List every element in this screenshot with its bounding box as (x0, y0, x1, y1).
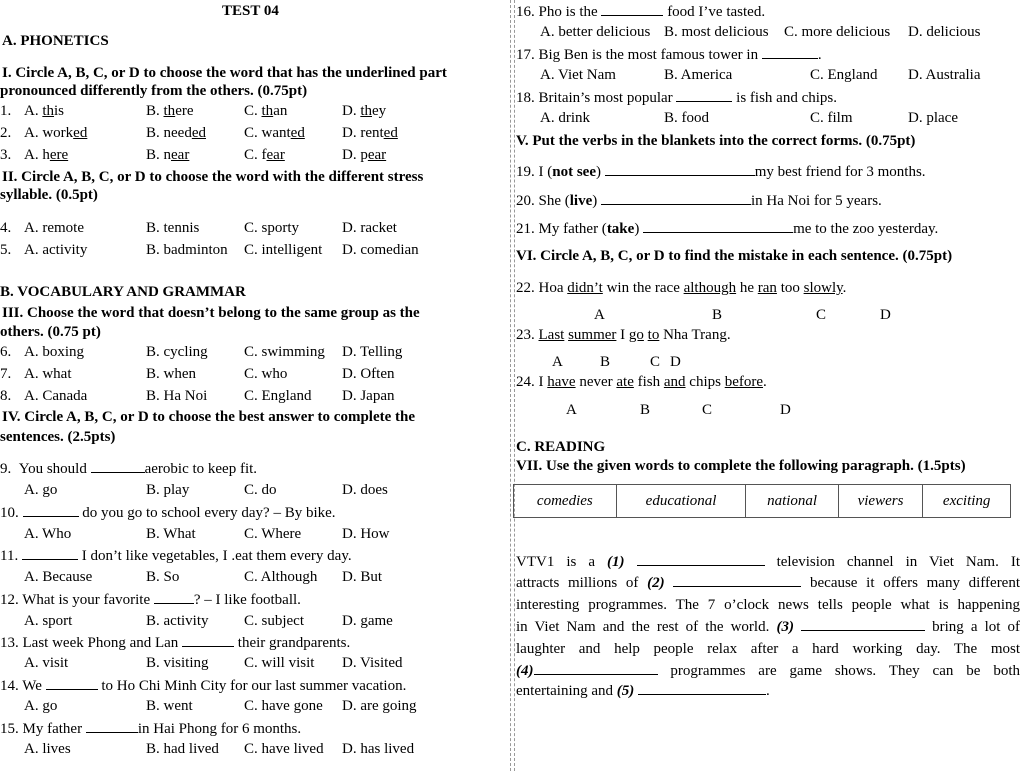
option-a[interactable]: A. remote (24, 220, 84, 236)
mistake-label-b[interactable]: B (712, 307, 723, 323)
option-c[interactable]: C. will visit (244, 655, 315, 671)
part6-instruction: VI. Circle A, B, C, or D to find the mistake in each sentence. (0.75pt) (516, 248, 953, 264)
answer-blank[interactable] (534, 661, 658, 675)
question-stem: 16. Pho is the food I’ve tasted. (516, 4, 766, 20)
mistake-label-b[interactable]: B (640, 402, 651, 418)
answer-blank[interactable] (154, 590, 194, 604)
test-title: TEST 04 (222, 3, 279, 19)
option-a[interactable]: A. visit (24, 655, 69, 671)
option-b[interactable]: B. cycling (146, 344, 208, 360)
option-d[interactable]: D. has lived (342, 741, 415, 757)
option-a[interactable]: A. lives (24, 741, 71, 757)
option-d[interactable]: D. rented (342, 125, 398, 141)
mistake-label-c[interactable]: C (650, 354, 661, 370)
option-c[interactable]: C. intelligent (244, 242, 323, 258)
option-c[interactable]: C. do (244, 482, 277, 498)
question-stem: 10. do you go to school every day? – By bike. (0, 505, 336, 521)
option-b[interactable]: B. when (146, 366, 196, 382)
column-divider (510, 0, 511, 771)
question-number: 3. (0, 147, 12, 163)
section-reading-heading: C. READING (516, 439, 606, 455)
answer-blank[interactable] (801, 617, 925, 631)
option-a[interactable]: A. go (24, 482, 58, 498)
option-c[interactable]: C. film (810, 110, 853, 126)
option-d[interactable]: D. But (342, 569, 383, 585)
option-d[interactable]: D. are going (342, 698, 417, 714)
option-d[interactable]: D. comedian (342, 242, 419, 258)
word-bank-item: comedies (514, 485, 617, 518)
option-a[interactable]: A. drink (540, 110, 590, 126)
option-a[interactable]: A. sport (24, 613, 73, 629)
option-a[interactable]: A. better delicious (540, 24, 651, 40)
part1-instruction: I. Circle A, B, C, or D to choose the word that has the underlined part (2, 65, 447, 81)
question-stem: 13. Last week Phong and Lan their grandparents. (0, 635, 351, 651)
answer-blank[interactable] (638, 681, 766, 695)
question-stem: 15. My father in Hai Phong for 6 months. (0, 721, 302, 737)
part1-instruction-cont: pronounced differently from the others. (0.75pt) (0, 83, 308, 99)
question-stem: 9. You should aerobic to keep fit. (0, 461, 258, 477)
answer-blank[interactable] (46, 676, 98, 690)
option-b[interactable]: B. America (664, 67, 733, 83)
word-bank-item: exciting (923, 485, 1011, 518)
option-d[interactable]: D. place (908, 110, 958, 126)
option-a[interactable]: A. activity (24, 242, 88, 258)
option-d[interactable]: D. Telling (342, 344, 403, 360)
option-b[interactable]: B. activity (146, 613, 209, 629)
option-a[interactable]: A. here (24, 147, 69, 163)
option-b[interactable]: B. What (146, 526, 196, 542)
answer-blank[interactable] (676, 88, 732, 102)
option-a[interactable]: A. this (24, 103, 65, 119)
answer-blank[interactable] (86, 719, 138, 733)
mistake-label-a[interactable]: A (594, 307, 605, 323)
option-c[interactable]: C. Although (244, 569, 318, 585)
mistake-label-c[interactable]: C (816, 307, 827, 323)
option-d[interactable]: D. Japan (342, 388, 395, 404)
right-column (512, 0, 1024, 771)
question-stem: 17. Big Ben is the most famous tower in . (516, 47, 822, 63)
mistake-label-a[interactable]: A (566, 402, 577, 418)
answer-blank[interactable] (91, 459, 145, 473)
option-a[interactable]: A. boxing (24, 344, 84, 360)
question-stem: 24. I have never ate fish and chips before. (516, 374, 767, 390)
question-number: 1. (0, 103, 12, 119)
option-c[interactable]: C. have lived (244, 741, 324, 757)
option-c[interactable]: C. wanted (244, 125, 305, 141)
option-b[interactable]: B. visiting (146, 655, 209, 671)
option-c[interactable]: C. England (810, 67, 878, 83)
option-b[interactable]: B. play (146, 482, 190, 498)
option-c[interactable]: C. who (244, 366, 288, 382)
option-d[interactable]: D. delicious (908, 24, 981, 40)
option-d[interactable]: D. pear (342, 147, 387, 163)
part2-instruction: II. Circle A, B, C, or D to choose the word with the different stress (2, 169, 424, 185)
question-stem: 22. Hoa didn’t win the race although he ran too slowly. (516, 280, 847, 296)
answer-blank[interactable] (601, 191, 751, 205)
question-number: 8. (0, 388, 12, 404)
question-stem: 19. I (not see) my best friend for 3 months. (516, 164, 926, 180)
option-a[interactable]: A. Who (24, 526, 72, 542)
question-number: 6. (0, 344, 12, 360)
mistake-label-a[interactable]: A (552, 354, 563, 370)
paragraph-line: VTV1 is a (1) television channel in Viet Nam. It (516, 554, 1021, 570)
answer-blank[interactable] (605, 162, 755, 176)
option-b[interactable]: B. there (146, 103, 194, 119)
option-d[interactable]: D. Australia (908, 67, 981, 83)
part2-instruction-cont: syllable. (0.5pt) (0, 187, 98, 203)
answer-blank[interactable] (643, 219, 793, 233)
option-b[interactable]: B. had lived (146, 741, 219, 757)
option-c[interactable]: C. England (244, 388, 312, 404)
word-bank-item: educational (616, 485, 746, 518)
option-a[interactable]: A. what (24, 366, 72, 382)
answer-blank[interactable] (637, 552, 765, 566)
section-phonetics-heading: A. PHONETICS (2, 33, 109, 49)
option-b[interactable]: B. badminton (146, 242, 228, 258)
question-stem: 12. What is your favorite ? – I like football. (0, 592, 301, 608)
question-stem: 14. We to Ho Chi Minh City for our last summer vacation. (0, 678, 407, 694)
option-c[interactable]: C. subject (244, 613, 304, 629)
question-number: 7. (0, 366, 12, 382)
option-c[interactable]: C. have gone (244, 698, 323, 714)
option-c[interactable]: C. more delicious (784, 24, 891, 40)
option-c[interactable]: C. Where (244, 526, 302, 542)
paragraph-line: interesting programmes. The 7 o’clock news tells people what is happening (516, 597, 1020, 613)
option-d[interactable]: D. game (342, 613, 393, 629)
option-a[interactable]: A. Canada (24, 388, 88, 404)
word-bank (513, 484, 1011, 518)
option-d[interactable]: D. How (342, 526, 390, 542)
question-stem: 18. Britain’s most popular is fish and chips. (516, 90, 837, 106)
option-b[interactable]: B. near (146, 147, 190, 163)
option-b[interactable]: B. tennis (146, 220, 200, 236)
option-a[interactable]: A. Because (24, 569, 93, 585)
left-column (0, 0, 508, 771)
paragraph-line: in Viet Nam and the rest of the world. (3) bring a lot of (516, 619, 1021, 635)
answer-blank[interactable] (182, 633, 234, 647)
question-stem: 11. I don’t like vegetables, I .eat them every day. (0, 548, 352, 564)
mistake-label-d[interactable]: D (670, 354, 681, 370)
part3-instruction: III. Choose the word that doesn’t belong to the same group as the (2, 305, 420, 321)
section-vocab-heading: B. VOCABULARY AND GRAMMAR (0, 284, 246, 300)
option-d[interactable]: D. Often (342, 366, 395, 382)
mistake-label-d[interactable]: D (880, 307, 891, 323)
option-d[interactable]: D. does (342, 482, 388, 498)
word-bank-item: viewers (838, 485, 923, 518)
paragraph-line: laughter and help people relax after a hard working day. The most (516, 641, 1020, 657)
question-stem: 23. Last summer I go to Nha Trang. (516, 327, 731, 343)
option-a[interactable]: A. go (24, 698, 58, 714)
answer-blank[interactable] (601, 2, 663, 16)
word-bank-item: national (746, 485, 838, 518)
mistake-label-c[interactable]: C (702, 402, 713, 418)
part4-instruction: IV. Circle A, B, C, or D to choose the best answer to complete the (2, 409, 416, 425)
option-a[interactable]: A. Viet Nam (540, 67, 616, 83)
question-number: 2. (0, 125, 12, 141)
option-c[interactable]: C. than (244, 103, 288, 119)
paragraph-line: entertaining and (5) . (516, 683, 770, 699)
question-stem: 20. She (live) in Ha Noi for 5 years. (516, 193, 882, 209)
part5-instruction: V. Put the verbs in the blankets into the correct forms. (0.75pt) (516, 133, 916, 149)
option-b[interactable]: B. So (146, 569, 180, 585)
question-stem: 21. My father (take) me to the zoo yesterday. (516, 221, 939, 237)
answer-blank[interactable] (762, 45, 818, 59)
option-c[interactable]: C. sporty (244, 220, 300, 236)
option-d[interactable]: D. racket (342, 220, 397, 236)
mistake-label-b[interactable]: B (600, 354, 611, 370)
question-number: 5. (0, 242, 12, 258)
option-b[interactable]: B. went (146, 698, 193, 714)
option-d[interactable]: D. Visited (342, 655, 403, 671)
option-b[interactable]: B. needed (146, 125, 206, 141)
option-b[interactable]: B. food (664, 110, 709, 126)
answer-blank[interactable] (673, 573, 801, 587)
part4-instruction-cont: sentences. (2.5pts) (0, 429, 116, 445)
paragraph-line: (4) programmes are game shows. They can be both (516, 663, 1021, 679)
mistake-label-d[interactable]: D (780, 402, 791, 418)
option-a[interactable]: A. worked (24, 125, 88, 141)
part3-instruction-cont: others. (0.75 pt) (0, 324, 101, 340)
option-b[interactable]: B. Ha Noi (146, 388, 208, 404)
option-d[interactable]: D. they (342, 103, 387, 119)
option-c[interactable]: C. fear (244, 147, 285, 163)
option-b[interactable]: B. most delicious (664, 24, 769, 40)
answer-blank[interactable] (22, 546, 78, 560)
question-number: 4. (0, 220, 12, 236)
option-c[interactable]: C. swimming (244, 344, 325, 360)
paragraph-line: attracts millions of (2) because it offers many different (516, 575, 1021, 591)
part7-instruction: VII. Use the given words to complete the following paragraph. (1.5pts) (516, 458, 966, 474)
answer-blank[interactable] (23, 503, 79, 517)
